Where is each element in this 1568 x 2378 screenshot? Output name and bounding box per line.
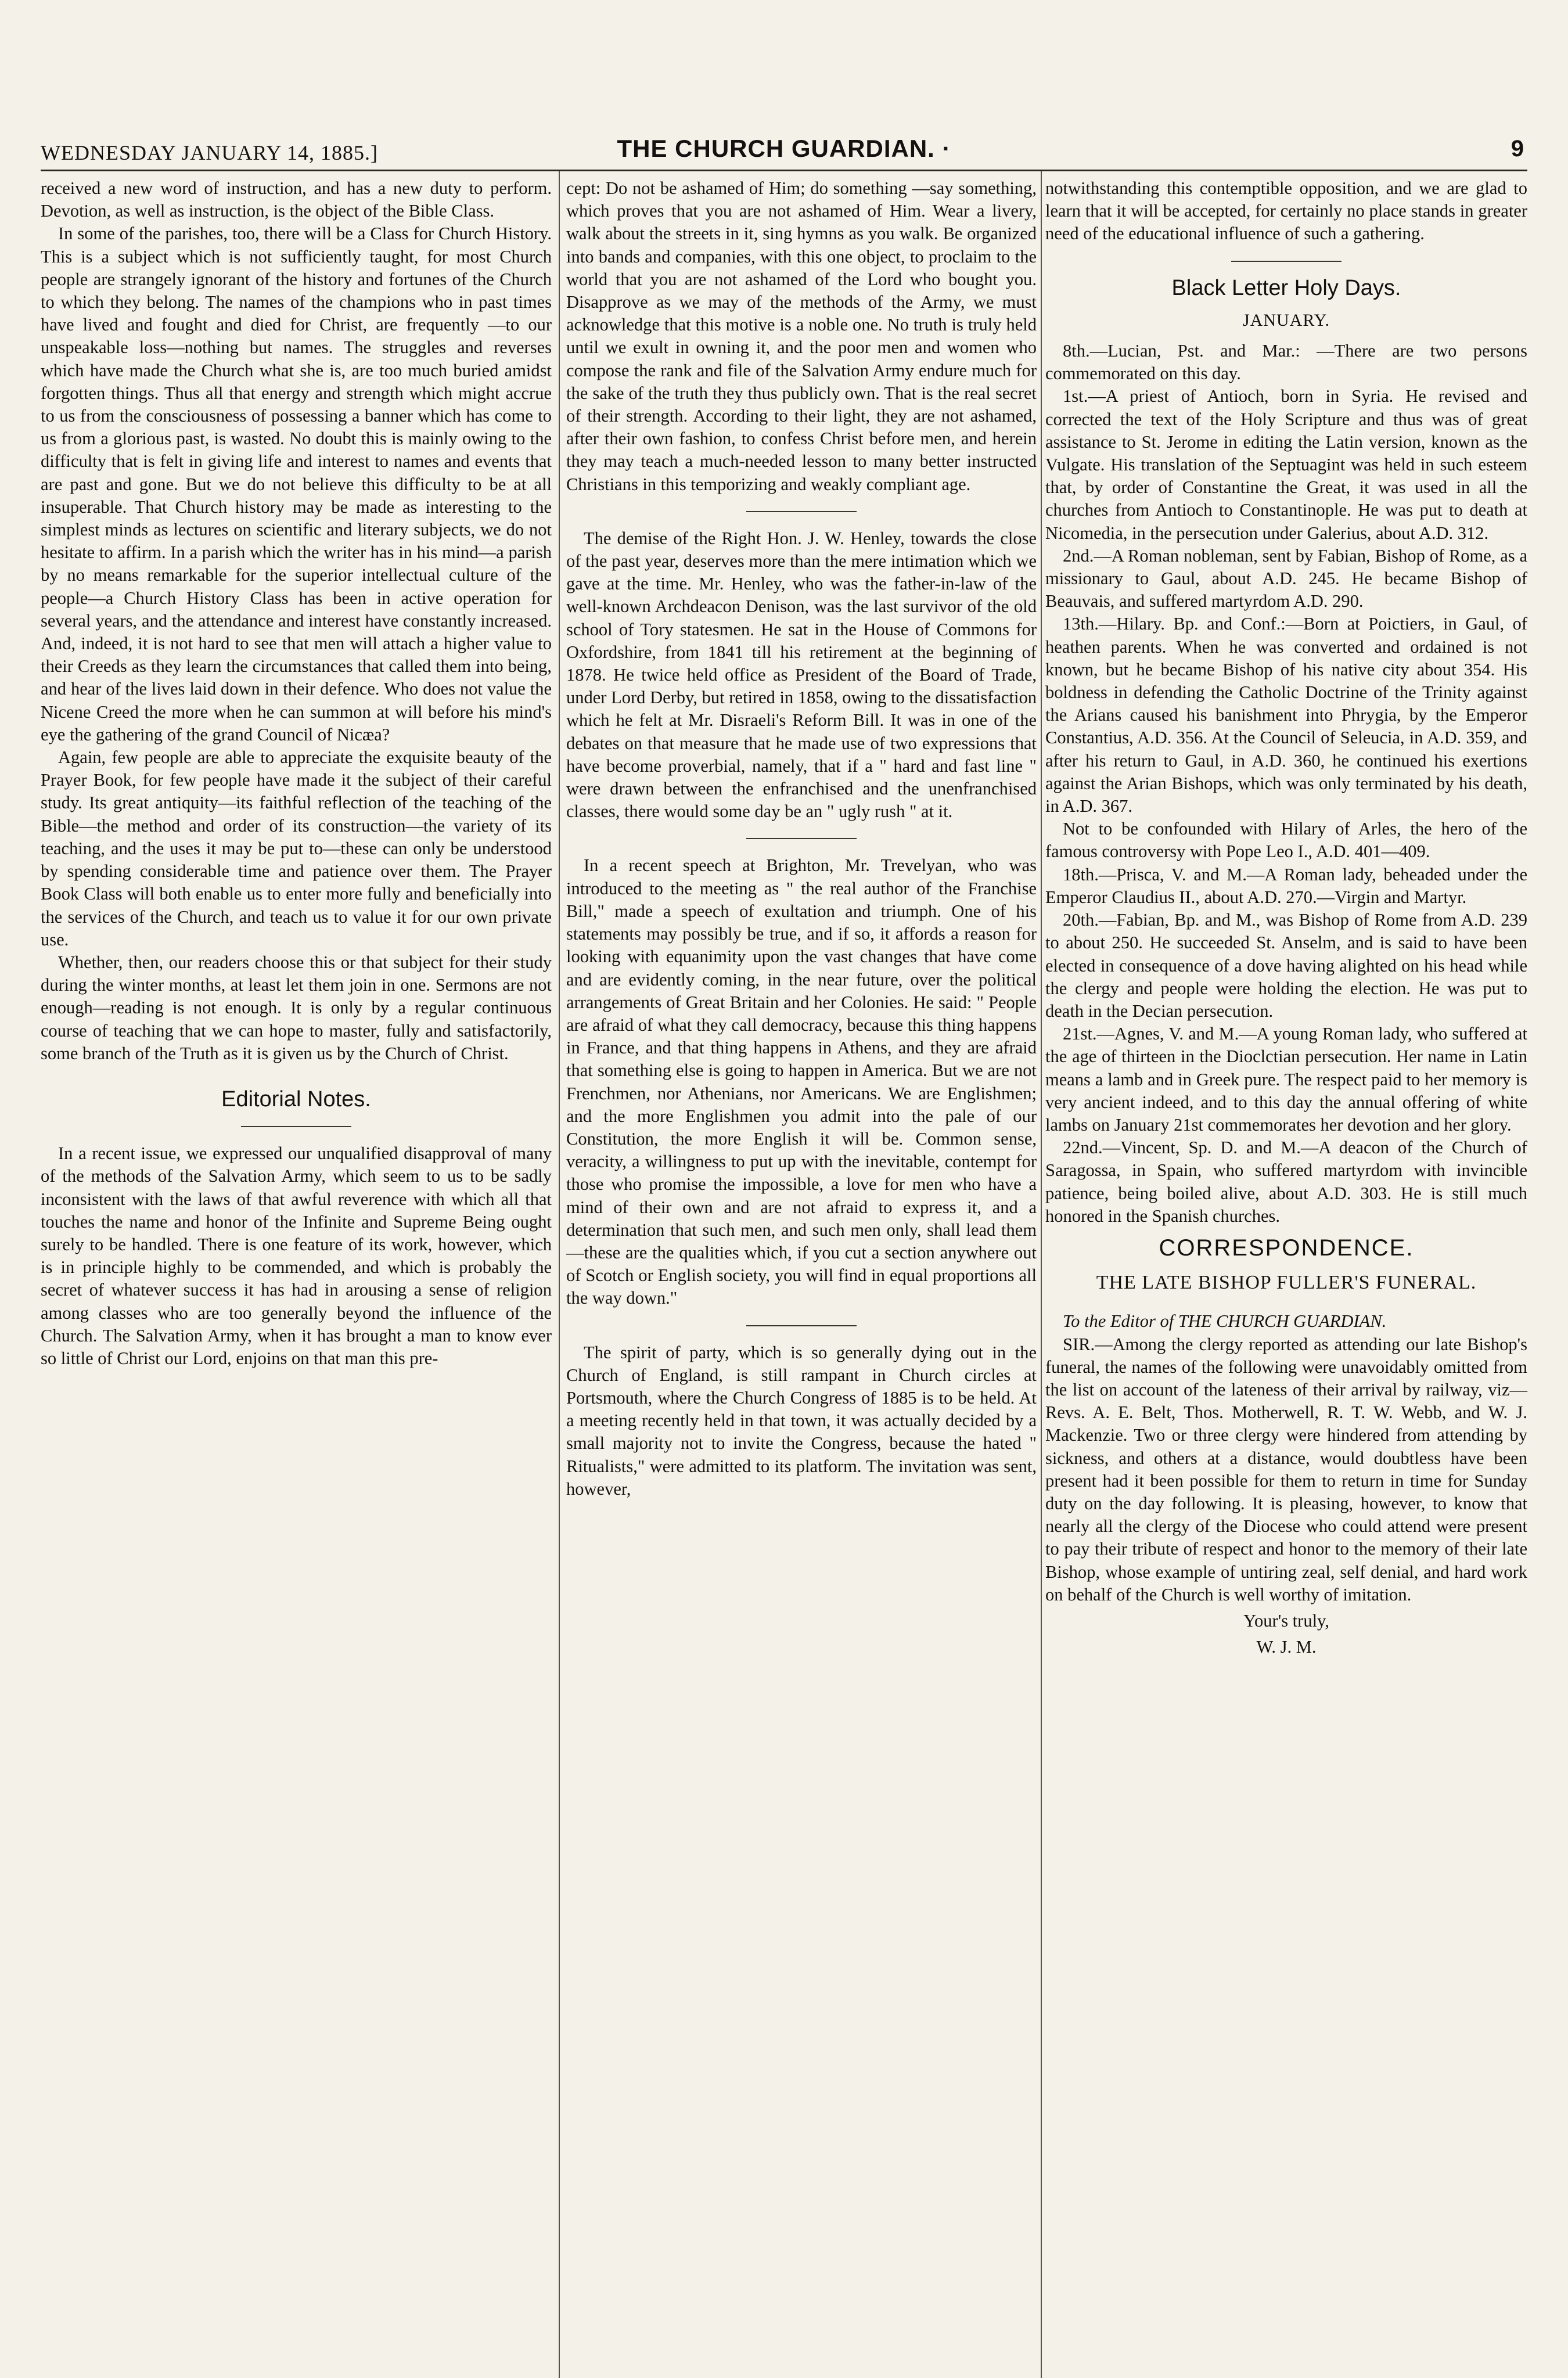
- section-heading-editorial: Editorial Notes.: [221, 1087, 371, 1111]
- month-heading: JANUARY.: [1243, 310, 1330, 330]
- entry: 2nd.—A Roman nobleman, sent by Fabian, Bishop of Rome, as a missionary to Gaul, about A.D. 245. He became Bishop of Beauvais, and suffered martyrdom A.D. 290.: [1045, 545, 1527, 611]
- divider: [1231, 261, 1342, 262]
- column-2: [566, 177, 1037, 1501]
- paragraph: In a recent issue, we expressed our unqualified disapproval of many of the methods of the Salvation Army, which seem to us to be sadly inconsistent with the laws of that awful reverence with which all that touches the name and honor of the Infinite and Supreme Being ought surely to be handled. There is one feature of its work, however, which is in principle highly to be commended, and which is probably the secret of whatever success it has had in arousing a sense of religion among classes who are too generally beyond the influence of the Church. The Salvation Army, when it has brought a man to know ever so little of Christ our Lord, enjoins on that man this pre-: [41, 1143, 552, 1368]
- entry: 8th.—Lucian, Pst. and Mar.: —There are two persons commemorated on this day.: [1045, 341, 1527, 384]
- letter-signature: W. J. M.: [1256, 1637, 1317, 1657]
- paragraph: The demise of the Right Hon. J. W. Henley, towards the close of the past year, deserves more than the mere intimation which we gave at the time. Mr. Henley, who was the father-in-law of the well-known Archdeacon Denison, was the last survivor of the old school of Tory statesmen. He sat in the House of Commons for Oxfordshire, from 1841 till his retirement at the beginning of 1878. He twice held office as President of the Board of Trade, under Lord Derby, but retired in 1858, owing to the dissatisfaction which he felt at Mr. Disraeli's Reform Bill. It was in one of the debates on that measure that he made use of two expressions that have become proverbial, namely, that if a " hard and fast line " were drawn between the enfranchised and the unenfranchised classes, there would some day be an " ugly rush " at it.: [566, 528, 1037, 822]
- paragraph: cept: Do not be ashamed of Him; do something —say something, which proves that you are not ashamed of Him. Wear a livery, walk about the streets in it, sing hymns as you walk. Be organized into bands and companies, with this one object, to proclaim to the world that you are not ashamed of the Lord who bought you. Disapprove as we may of the methods of the Army, we must acknowledge that this motive is a noble one. No truth is truly held until we exult in owning it, and the poor men and women who compose the rank and file of the Salvation Army endure much for the sake of the truth they thus publicly own. That is the real secret of their strength. According to their light, they are not ashamed, after their own fashion, to confess Christ before men, and herein they may teach a much-needed lesson to many better instructed Christians in this temporizing and weakly compliant age.: [566, 178, 1037, 494]
- letter-body: SIR.—Among the clergy reported as attending our late Bishop's funeral, the names of the following were unavoidably omitted from the list on account of the lateness of their arrival by railway, viz—Revs. A. E. Belt, Thos. Motherwell, R. T. W. Webb, and W. J. Mackenzie. Two or three clergy were hindered from attending by sickness, and others at a distance, would doubtless have been present had it been possible for them to return in time for Sunday duty on the day following. It is pleasing, however, to know that nearly all the clergy of the Diocese who could attend were present to pay their tribute of respect and honor to the memory of their late Bishop, whose example of untiring zeal, self denial, and hard work on behalf of the Church is well worthy of imitation.: [1045, 1334, 1527, 1604]
- letter-closing: Your's truly,: [1243, 1610, 1329, 1631]
- issue-date: WEDNESDAY JANUARY 14, 1885.]: [41, 141, 379, 164]
- section-heading-holy-days: Black Letter Holy Days.: [1171, 275, 1401, 300]
- paragraph: In some of the parishes, too, there will be a Class for Church History. This is a subject which is not sufficiently taught, for most Church people are strangely ignorant of the history and fortunes of the Church to which they belong. The names of the champions who in past times have lived and fought and died for Christ, are frequently —to our unspeakable loss—nothing but names. The struggles and reverses which have made the Church what she is, are too much buried amidst forgotten things. Thus all that energy and strength which might accrue to us from the consciousness of possessing a banner which has come to us from a glorious past, is wasted. No doubt this is mainly owing to the difficulty that is felt in giving life and interest to names and events that are past and gone. But we do not believe this difficulty to be at all insuperable. That Church history may be made as interesting to the simplest minds as lectures on scientific and literary subjects, we do not hesitate to affirm. In a parish which the writer has in his mind—a parish by no means remarkable for the superior intellectual culture of the people—a Church History Class has been in active operation for several years, and the attendance and interest have constantly increased. And, indeed, it is not hard to see that men will attach a higher value to their Creeds as they learn the circumstances that called them into being, and hear of the lives laid down in their defence. Who does not value the Nicene Creed the more when he can summon at will before his mind's eye the gathering of the grand Council of Nicæa?: [41, 224, 552, 744]
- divider: [241, 1126, 351, 1127]
- divider: [746, 1325, 857, 1326]
- entry: 20th.—Fabian, Bp. and M., was Bishop of Rome from A.D. 239 to about 250. He succeeded St. Anselm, and is said to have been elected in consequence of a dove having alighted on his head while the clergy and people were holding the election. He was put to death in the Decian persecution.: [1045, 910, 1527, 1021]
- section-heading-correspondence: CORRESPONDENCE.: [1159, 1235, 1414, 1261]
- newspaper-title: THE CHURCH GUARDIAN. ·: [617, 135, 951, 162]
- paragraph: The spirit of party, which is so generally dying out in the Church of England, is still rampant in Church circles at Portsmouth, where the Church Congress of 1885 is to be held. At a meeting recently held in that town, it was actually decided by a small majority not to invite the Congress, because the hated " Ritualists," were admitted to its platform. The invitation was sent, however,: [566, 1342, 1037, 1499]
- entry: 22nd.—Vincent, Sp. D. and M.—A deacon of the Church of Saragossa, in Spain, who suffered martyrdom with invincible patience, being boiled alive, about A.D. 303. He is still much honored in the Spanish churches.: [1045, 1138, 1527, 1226]
- entry: 1st.—A priest of Antioch, born in Syria. He revised and corrected the text of the Holy Scripture and thus was of great assistance to St. Jerome in editing the Latin version, known as the Vulgate. His translation of the Septuagint was held in such esteem that, by order of Constantine the Great, it was used in all the churches from Antioch to Constantinople. He was put to death at Nicomedia, in the persecution under Galerius, about A.D. 312.: [1045, 386, 1527, 543]
- paragraph: notwithstanding this contemptible opposition, and we are glad to learn that it will be accepted, for certainly no place stands in greater need of the educational influence of such a gathering.: [1045, 178, 1527, 244]
- page-header: [41, 132, 1527, 167]
- entry: 13th.—Hilary. Bp. and Conf.:—Born at Poictiers, in Gaul, of heathen parents. When he was converted and ordained is not known, but he became Bishop of his native city about 354. His boldness in defending the Catholic Doctrine of the Trinity against the Arians caused his banishment into Phrygia, by the Emperor Constantius, A.D. 356. At the Council of Seleucia, in A.D. 359, and after his return to Gaul, in A.D. 360, he continued his exertions against the Arian Bishops, which was only terminated by his death, in A.D. 367.: [1045, 614, 1527, 816]
- divider: [746, 838, 857, 839]
- paragraph: received a new word of instruction, and has a new duty to perform. Devotion, as well as instruction, is the object of the Bible Class.: [41, 178, 552, 221]
- column-1: [41, 177, 552, 1370]
- column-3: [1045, 177, 1527, 1659]
- paragraph: Whether, then, our readers choose this or that subject for their study during the winter months, at least let them join in one. Sermons are not enough—reading is not enough. It is only by a regular continuous course of teaching that we can hope to master, fully and satisfactorily, some branch of the Truth as it is given us by the Church of Christ.: [41, 952, 552, 1063]
- entry: 21st.—Agnes, V. and M.—A young Roman lady, who suffered at the age of thirteen in the Dioclctian persecution. Her name in Latin means a lamb and in Greek pure. The respect paid to her memory is very ancient indeed, and to this day the annual offering of white lambs on January 21st commemorates her devotion and her glory.: [1045, 1024, 1527, 1135]
- column-divider-2: [1041, 171, 1042, 2378]
- entry: Not to be confounded with Hilary of Arles, the hero of the famous controversy with Pope Leo I., A.D. 401—409.: [1045, 819, 1527, 862]
- page-number: 9: [1511, 136, 1524, 161]
- column-divider-1: [559, 171, 560, 2378]
- header-rule: [41, 170, 1527, 171]
- entry: 18th.—Prisca, V. and M.—A Roman lady, beheaded under the Emperor Claudius II., about A.D. 270.—Virgin and Martyr.: [1045, 864, 1527, 907]
- divider: [746, 511, 857, 512]
- paragraph: In a recent speech at Brighton, Mr. Trevelyan, who was introduced to the meeting as " the real author of the Franchise Bill," made a speech of exultation and triumph. One of his statements may possibly be true, and if so, it affords a reason for looking with equanimity upon the vast changes that have come and are evidently coming, in the near future, over the political arrangements of Great Britain and her Colonies. He said: " People are afraid of what they call democracy, because this thing happens in France, and that thing happens in Athens, and they are afraid that something else is going to happen in America. But we are not Frenchmen, nor Athenians, nor Americans. We are Englishmen; and the more Englishmen you admit into the pale of our Constitution, the more English it will be. Common sense, veracity, a willingness to put up with the inevitable, contempt for those who promise the impossible, a love for men who have a mind of their own and are not afraid to express it, and a determination that such men, and such men only, shall lead them—these are the qualities which, if you cut a section anywhere out of Scotch or English society, you will find in equal proportions all the way down.": [566, 855, 1037, 1308]
- article-heading: THE LATE BISHOP FULLER'S FUNERAL.: [1096, 1272, 1477, 1294]
- paragraph: Again, few people are able to appreciate the exquisite beauty of the Prayer Book, for few people have made it the subject of their careful study. Its great antiquity—its faithful reflection of the teaching of the Bible—the method and order of its construction—the variety of its teaching, and the uses it may be put to—these can only be understood by spending considerable time and patience over them. The Prayer Book Class will both enable us to enter more fully and beneficially into the services of the Church, and teach us to value it for our own private use.: [41, 747, 552, 949]
- salutation: To the Editor of THE CHURCH GUARDIAN.: [1063, 1311, 1387, 1332]
